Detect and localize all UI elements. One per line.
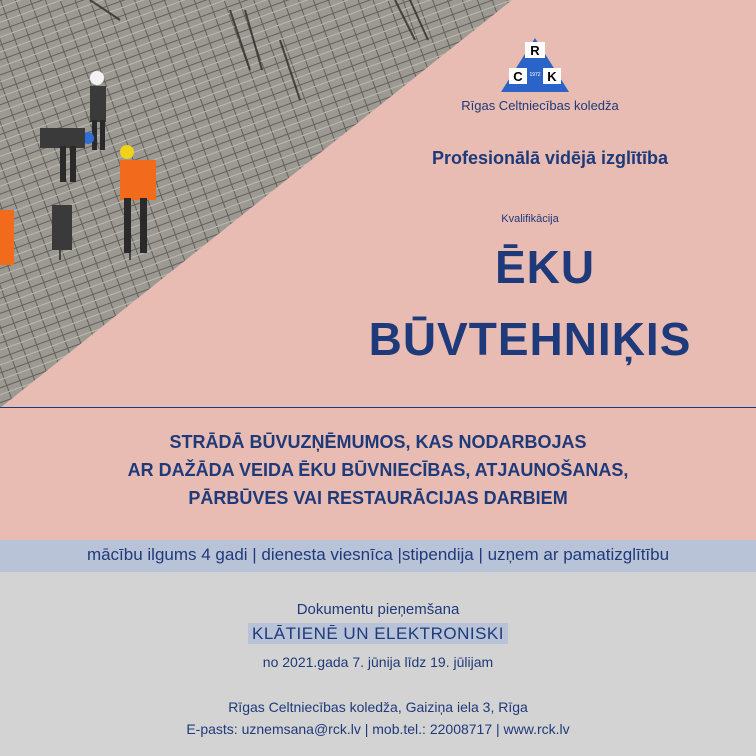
qualification-title-line2: BŪVTEHNIĶIS	[368, 313, 692, 365]
logo-letter-r: R	[530, 43, 540, 58]
qualification-label: Kvalifikācija	[501, 213, 559, 225]
logo-letter-c: C	[513, 69, 523, 84]
admission-mode-row	[0, 624, 756, 644]
college-name: Rīgas Celtniecības koledža	[461, 98, 619, 113]
logo-letter-k: K	[547, 69, 557, 84]
admission-mode: KLĀTIENĒ UN ELEKTRONISKI	[248, 623, 508, 644]
job-description-line: PĀRBŪVES VAI RESTAURĀCIJAS DARBIEM	[188, 488, 568, 508]
contact-info: E-pasts: uznemsana@rck.lv | mob.tel.: 22008717 | www.rck.lv	[186, 721, 570, 737]
program-level: Profesionālā vidējā izglītība	[431, 148, 669, 168]
features-text: mācību ilgums 4 gadi | dienesta viesnīca |stipendija | uzņem ar pamatizglītību	[86, 545, 670, 564]
college-logo	[499, 36, 571, 94]
job-description-line: STRĀDĀ BŪVUZŅĒMUMOS, KAS NODARBOJAS	[169, 432, 587, 452]
job-description	[60, 428, 696, 512]
admission-label: Dokumentu pieņemšana	[296, 601, 460, 618]
logo-year: 1972	[529, 72, 541, 78]
job-description-line: AR DAŽĀDA VEIDA ĒKU BŪVNIECĪBAS, ATJAUNOŠANAS,	[127, 460, 629, 480]
admission-dates: no 2021.gada 7. jūnija līdz 19. jūlijam	[262, 654, 494, 670]
college-address: Rīgas Celtniecības koledža, Gaiziņa iela 3, Rīga	[228, 699, 528, 715]
qualification-title-line1: ĒKU	[494, 241, 596, 293]
